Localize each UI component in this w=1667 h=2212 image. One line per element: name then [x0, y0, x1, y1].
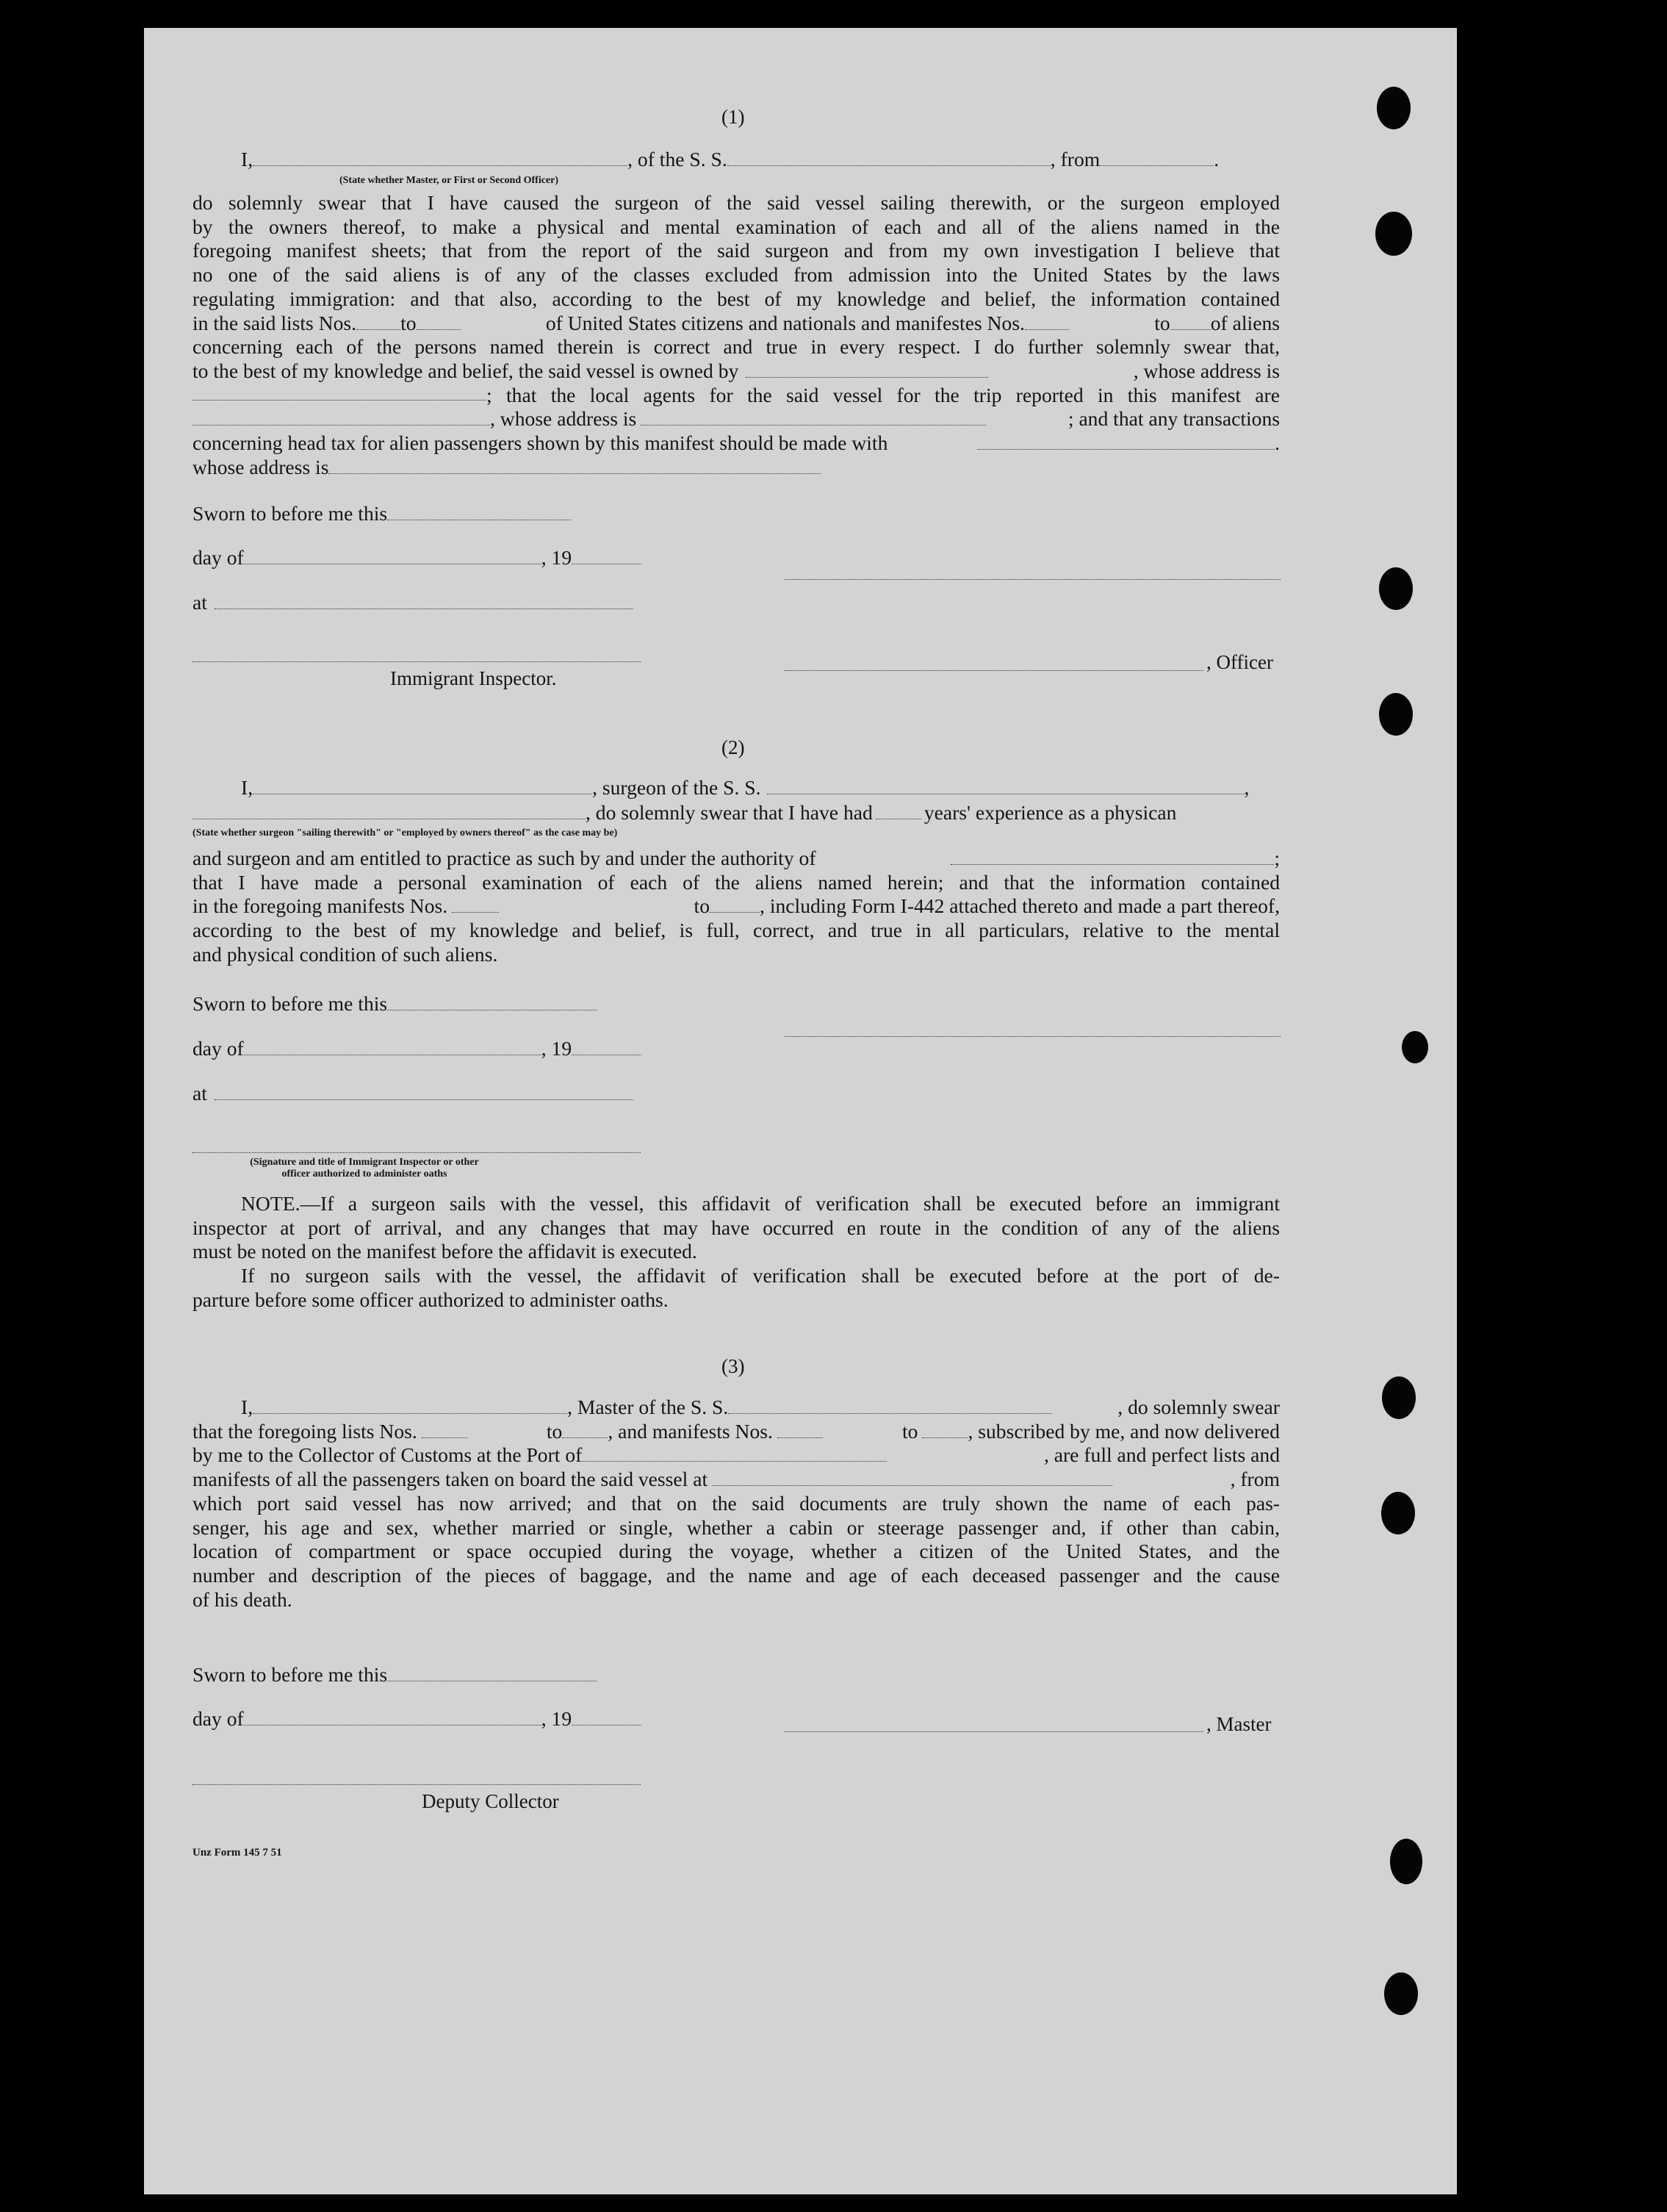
punch-hole [1379, 693, 1413, 736]
punch-hole [1375, 212, 1412, 256]
punch-hole [1377, 87, 1411, 129]
section-1-text-line: by the owners thereof, to make a physical and mental examination of each and all of the aliens named in the [192, 215, 1280, 238]
section-2-line-1: I, , surgeon of the S. S. , [241, 776, 1250, 799]
collector-port-line: by me to the Collector of Customs at the Port of , are full and perfect lists and [192, 1443, 1280, 1467]
surgeon-capacity-caption: (State whether surgeon "sailing therewith" or "employed by owners thereof" as the case may be) [192, 827, 618, 839]
surgeon-vessel-field[interactable] [767, 778, 1245, 794]
section-1-heading: (1) [721, 106, 745, 128]
day-of-line-1: day of , 19 [192, 546, 641, 570]
note-line: NOTE.—If a surgeon sails with the vessel, this affidavit of verification shall be executed before an immigrant [241, 1192, 1280, 1215]
manifests-from-field-3[interactable] [777, 1421, 823, 1438]
master-signature-line[interactable] [785, 1731, 1203, 1732]
master-name-field[interactable] [253, 1397, 567, 1414]
authority-line: and surgeon and am entitled to practice as such by and under the authority of ; [192, 847, 1280, 869]
section-3-heading: (3) [721, 1355, 745, 1377]
section-1-text-line: concerning each of the persons named therein is correct and true in every respect. I do further solemnly swear that, [192, 335, 1280, 359]
owner-address-field[interactable] [192, 384, 486, 401]
note-line: If no surgeon sails with the vessel, the affidavit of verification shall be executed before at the port of de- [241, 1264, 1280, 1288]
section-1-text-line: do solemnly swear that I have caused the surgeon of the said vessel sailing therewith, or the surgeon employed [192, 191, 1280, 214]
section-3-text-line: senger, his age and sex, whether married or single, whether a cabin or steerage passenger and, if other than cabin, [192, 1515, 1280, 1539]
form-number: Unz Form 145 7 51 [192, 1847, 282, 1859]
lists-to-field-3[interactable] [562, 1421, 608, 1438]
manifests-to-field[interactable] [1170, 313, 1211, 330]
taken-on-board-line: manifests of all the passengers taken on board the said vessel at , from [192, 1468, 1280, 1491]
day-of-line-2: day of , 19 [192, 1037, 641, 1060]
state-officer-caption: (State whether Master, or First or Second Officer) [339, 175, 559, 186]
years-experience-field[interactable] [876, 802, 921, 819]
surgeon-name-field[interactable] [253, 778, 592, 794]
manifests-to-field-3[interactable] [922, 1421, 968, 1438]
lists-line-3: that the foregoing lists Nos. to , and manifests Nos. to , subscribed by me, and now delivered [192, 1419, 1280, 1443]
lists-to-field[interactable] [417, 313, 461, 330]
punch-hole [1381, 1492, 1415, 1534]
authority-field[interactable] [951, 848, 1274, 865]
lists-from-field-3[interactable] [422, 1421, 467, 1438]
sworn-line-3: Sworn to before me this [192, 1663, 597, 1687]
punch-hole [1382, 1376, 1416, 1419]
signature-caption: (Signature and title of Immigrant Inspector or other officer authorized to administer oaths [250, 1157, 479, 1179]
lists-nos-line: in the said lists Nos. to of United States citizens and nationals and manifestes Nos. to of aliens [192, 311, 1280, 334]
sworn-day-field[interactable] [387, 503, 571, 520]
section-1-text-line: no one of the said aliens is of any of the classes excluded from admission into the United States by the laws [192, 263, 1280, 287]
signature-line-2[interactable] [192, 1152, 641, 1153]
master-label: , Master [1206, 1713, 1272, 1735]
sworn-month-field[interactable] [244, 547, 541, 564]
section-2-line-2: , do solemnly swear that I have had years' experience as a physican [192, 801, 1176, 825]
surgeon-capacity-field[interactable] [192, 802, 586, 819]
whose-address-line: whose address is [192, 456, 1280, 480]
section-3-text-line: number and description of the pieces of baggage, and the name and age of each deceased passenger and the cause [192, 1563, 1280, 1587]
manifests-from-field[interactable] [1025, 313, 1069, 330]
note-block [192, 1192, 1280, 1313]
sworn-place-field-2[interactable] [215, 1083, 633, 1100]
manifests-to-field-2[interactable] [710, 896, 760, 913]
section-2-text-line: and physical condition of such aliens. [192, 942, 498, 966]
manifests-from-field-2[interactable] [452, 896, 499, 913]
sworn-day-field-2[interactable] [387, 994, 597, 1010]
section-1-body [192, 191, 1280, 479]
officer-name-field[interactable] [253, 149, 627, 166]
owner-field[interactable] [746, 361, 988, 378]
head-tax-address-field[interactable] [328, 457, 821, 474]
sworn-year-field-3[interactable] [572, 1709, 641, 1726]
agents-line: ; that the local agents for the said vessel for the trip reported in this manifest are [192, 384, 1280, 408]
local-agents-field[interactable] [192, 409, 490, 425]
vessel-name-field[interactable] [727, 149, 1051, 166]
sworn-place-field[interactable] [215, 592, 633, 609]
section-3-text-line: which port said vessel has now arrived; and that on the said documents are truly shown the name of each pas- [192, 1491, 1280, 1515]
head-tax-line: concerning head tax for alien passengers shown by this manifest should be made with . [192, 431, 1280, 455]
sworn-year-field-2[interactable] [572, 1038, 641, 1055]
at-line-1: at [192, 591, 633, 614]
sworn-line-1: Sworn to before me this [192, 502, 571, 525]
from-port-field[interactable] [1100, 149, 1214, 166]
of-the-ss-label: , of the S. S. [627, 148, 727, 170]
punch-hole [1384, 1972, 1418, 2015]
note-line: parture before some officer authorized to administer oaths. [192, 1288, 669, 1311]
surgeon-signature-line[interactable] [785, 1036, 1281, 1037]
section-1-line-1: I, , of the S. S. , from . [241, 148, 1220, 170]
sworn-month-field-3[interactable] [244, 1709, 541, 1726]
from-label: , from [1050, 148, 1101, 170]
sworn-year-field[interactable] [572, 547, 641, 564]
section-3-text-line: of his death. [192, 1587, 292, 1611]
officer-signature-line[interactable] [785, 670, 1203, 671]
master-line: I, , Master of the S. S. , do solemnly swear [241, 1396, 1280, 1418]
section-1-text-line: foregoing manifest sheets; that from the report of the said surgeon and from my own investigation I believe that [192, 239, 1280, 262]
manifest-form-page [144, 28, 1457, 2194]
owner-line: to the best of my knowledge and belief, the said vessel is owned by , whose address is [192, 359, 1280, 382]
sworn-day-field-3[interactable] [387, 1665, 597, 1681]
section-3-text-line: location of compartment or space occupied during the voyage, whether a citizen of the United States, and the [192, 1540, 1280, 1563]
note-line: must be noted on the manifest before the affidavit is executed. [192, 1240, 697, 1263]
inspector-signature-line[interactable] [192, 661, 641, 662]
officer-blank-line[interactable] [785, 579, 1281, 580]
section-2-body [192, 847, 1280, 967]
agents-address-field[interactable] [641, 409, 986, 425]
punch-hole [1390, 1839, 1422, 1884]
section-3-body [192, 1396, 1280, 1612]
immigrant-inspector-label: Immigrant Inspector. [390, 667, 557, 689]
sworn-month-field-2[interactable] [244, 1038, 541, 1055]
section-2-text-line: according to the best of my knowledge and belief, is full, correct, and true in all particulars, relative to the mental [192, 919, 1280, 942]
punch-hole [1379, 567, 1413, 610]
foregoing-manifests-line: in the foregoing manifests Nos. to , including Form I-442 attached thereto and made a part thereof, [192, 894, 1280, 918]
day-of-line-3: day of , 19 [192, 1707, 641, 1731]
officer-label: , Officer [1206, 651, 1273, 673]
section-1-text-line: regulating immigration: and that also, according to the best of my knowledge and belief, the information contained [192, 287, 1280, 310]
i-label: I, [241, 148, 253, 170]
deputy-collector-label: Deputy Collector [422, 1790, 559, 1812]
section-2-heading: (2) [721, 736, 745, 758]
agents-address-line: , whose address is ; and that any transactions [192, 407, 1280, 431]
punch-hole [1402, 1031, 1428, 1063]
note-line: inspector at port of arrival, and any changes that may have occurred en route in the condition of any of the aliens [192, 1215, 1280, 1239]
master-vessel-field[interactable] [728, 1397, 1051, 1414]
section-2-text-line: that I have made a personal examination of each of the aliens named herein; and that the information contained [192, 870, 1280, 894]
at-line-2: at [192, 1082, 633, 1105]
collector-signature-line[interactable] [192, 1784, 641, 1785]
port-field[interactable] [582, 1445, 887, 1462]
sworn-line-2: Sworn to before me this [192, 992, 597, 1016]
lists-from-field[interactable] [356, 313, 400, 330]
head-tax-field[interactable] [977, 433, 1275, 450]
embark-port-field[interactable] [712, 1469, 1112, 1486]
